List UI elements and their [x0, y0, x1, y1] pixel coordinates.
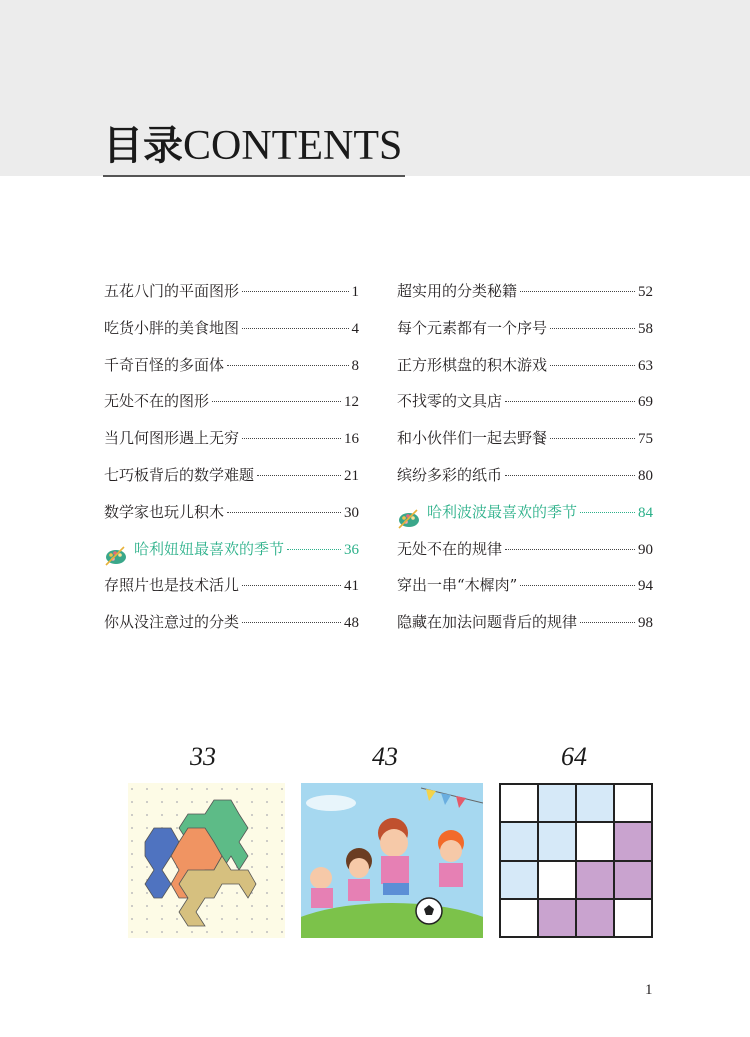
page-number: 1 — [645, 982, 653, 998]
dot-leader — [580, 622, 635, 623]
dot-leader — [242, 438, 341, 439]
toc-entry[interactable] — [397, 464, 653, 501]
grid-cell — [538, 861, 576, 899]
grid-cell — [500, 822, 538, 860]
toc-entry-page: 12 — [344, 394, 359, 411]
toc-entry-title: 你从没注意过的分类 — [104, 613, 240, 632]
dot-leader — [212, 401, 341, 402]
toc-entry-page: 94 — [638, 578, 653, 595]
grid-cell — [538, 899, 576, 937]
toc-entry-title: 千奇百怪的多面体 — [104, 355, 225, 374]
toc-entry-title: 五花八门的平面图形 — [104, 282, 240, 300]
dot-leader — [505, 401, 635, 402]
dot-leader — [505, 475, 635, 476]
toc-entry[interactable] — [104, 354, 359, 391]
toc-entry[interactable] — [104, 611, 359, 648]
toc-entry-title: 每个元素都有一个序号 — [397, 318, 548, 337]
dot-leader — [505, 549, 635, 550]
palette-icon — [397, 509, 421, 529]
square-grid-figure — [499, 783, 653, 938]
dot-leader — [242, 585, 341, 586]
toc-entry-page: 48 — [344, 615, 359, 632]
toc-entry[interactable] — [397, 538, 653, 575]
grid-cell — [576, 899, 614, 937]
toc-entry-page: 4 — [351, 320, 359, 337]
grid-cell — [614, 861, 652, 899]
dot-leader — [242, 291, 348, 292]
toc-left-column — [104, 280, 359, 648]
toc-entry-page: 75 — [638, 431, 653, 448]
page-title — [103, 124, 402, 168]
toc-entry[interactable] — [397, 354, 653, 391]
toc-entry[interactable] — [104, 538, 359, 575]
dot-leader — [550, 365, 635, 366]
kids-playing-soccer-image — [301, 783, 483, 938]
toc-entry-page: 16 — [344, 431, 359, 448]
dot-leader — [550, 438, 635, 439]
dot-leader — [520, 291, 635, 292]
toc-entry-page: 69 — [638, 394, 653, 411]
dot-leader — [227, 512, 341, 513]
toc-entry-page: 90 — [638, 541, 653, 558]
grid-cell — [500, 784, 538, 822]
grid-cell — [576, 784, 614, 822]
dot-leader — [580, 512, 635, 513]
toc-entry-title: 哈利妞妞最喜欢的季节 — [134, 539, 285, 558]
toc-entry-title: 超实用的分类秘籍 — [397, 282, 518, 300]
toc-entry[interactable] — [104, 317, 359, 354]
toc-entry[interactable] — [397, 501, 653, 538]
toc-entry-title: 正方形棋盘的积木游戏 — [397, 355, 548, 374]
figure-number: 64 — [561, 742, 587, 771]
toc-entry-title: 七巧板背后的数学难题 — [104, 465, 255, 484]
toc-entry-title: 和小伙伴们一起去野餐 — [397, 429, 548, 448]
toc-entry-title: 穿出一串“木樨肉” — [397, 576, 518, 595]
toc-entry[interactable] — [397, 280, 653, 317]
toc-entry-page: 58 — [638, 320, 653, 337]
toc-entry[interactable] — [397, 317, 653, 354]
figure-number: 33 — [190, 742, 216, 771]
toc-entry-title: 存照片也是技术活儿 — [104, 576, 240, 595]
grid-puzzle — [499, 783, 653, 938]
dot-leader — [242, 622, 341, 623]
grid-cell — [614, 784, 652, 822]
toc-entry[interactable] — [104, 427, 359, 464]
toc-entry-title: 无处不在的图形 — [104, 392, 210, 411]
toc-entry-title: 哈利波波最喜欢的季节 — [427, 502, 578, 521]
toc-entry-page: 8 — [351, 357, 359, 374]
hexagon-puzzle-image — [128, 783, 285, 938]
toc-entry[interactable] — [104, 501, 359, 538]
grid-cell — [500, 899, 538, 937]
toc-entry-page: 63 — [638, 357, 653, 374]
toc-entry-title: 不找零的文具店 — [397, 392, 503, 411]
toc-entry[interactable] — [397, 390, 653, 427]
toc-entry-page: 1 — [351, 284, 359, 300]
toc-entry[interactable] — [104, 464, 359, 501]
dot-leader — [550, 328, 635, 329]
toc-entry-title: 当几何图形遇上无穷 — [104, 429, 240, 448]
title-cn: 目录 — [103, 123, 183, 168]
title-underline — [103, 175, 405, 177]
toc-entry[interactable] — [397, 574, 653, 611]
toc-entry-page: 21 — [344, 467, 359, 484]
hexagon-puzzle-figure — [128, 783, 285, 938]
grid-cell — [614, 822, 652, 860]
dot-leader — [242, 328, 348, 329]
toc-entry-title: 隐藏在加法问题背后的规律 — [397, 613, 578, 632]
toc-entry-page: 84 — [638, 504, 653, 521]
grid-cell — [538, 784, 576, 822]
figure-number: 43 — [372, 742, 398, 771]
toc-entry-title: 吃货小胖的美食地图 — [104, 318, 240, 337]
palette-icon — [104, 546, 128, 566]
dot-leader — [287, 549, 341, 550]
toc-entry[interactable] — [104, 574, 359, 611]
grid-cell — [538, 822, 576, 860]
dot-leader — [520, 585, 635, 586]
toc-right-column — [397, 280, 653, 648]
dot-leader — [257, 475, 341, 476]
toc-entry-page: 80 — [638, 467, 653, 484]
toc-entry[interactable] — [104, 280, 359, 317]
toc-entry-title: 数学家也玩儿积木 — [104, 502, 225, 521]
toc-entry-page: 41 — [344, 578, 359, 595]
toc-entry-title: 缤纷多彩的纸币 — [397, 465, 503, 484]
title-en: CONTENTS — [183, 123, 403, 169]
toc-entry[interactable] — [397, 427, 653, 464]
grid-cell — [614, 899, 652, 937]
grid-cell — [500, 861, 538, 899]
toc-entry[interactable] — [397, 611, 653, 648]
toc-entry-page: 30 — [344, 504, 359, 521]
grid-cell — [576, 822, 614, 860]
toc-entry-page: 52 — [638, 284, 653, 300]
grid-cell — [576, 861, 614, 899]
toc-entry-page: 36 — [344, 541, 359, 558]
toc-entry[interactable] — [104, 390, 359, 427]
toc-entry-title: 无处不在的规律 — [397, 539, 503, 558]
toc-entry-page: 98 — [638, 615, 653, 632]
dot-leader — [227, 365, 348, 366]
soccer-illustration — [301, 783, 483, 938]
